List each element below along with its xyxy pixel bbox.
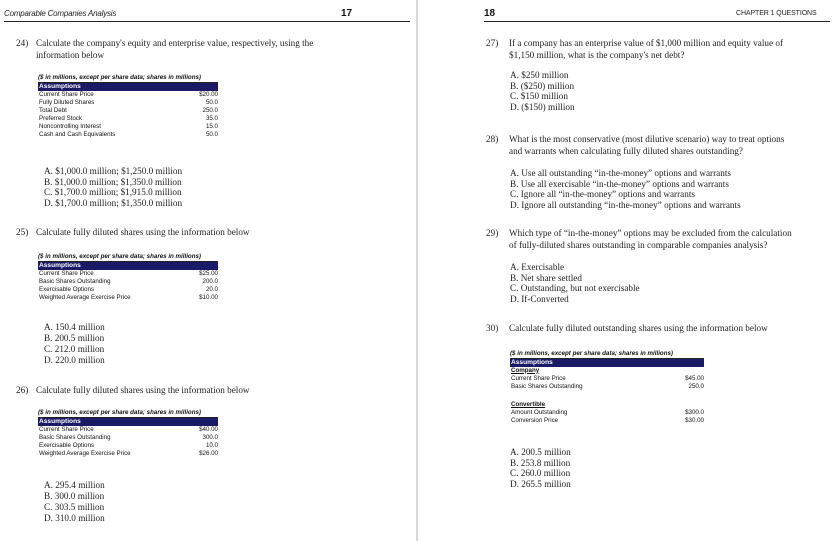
question-number: 28): [486, 134, 499, 144]
assumptions-table: [38, 409, 218, 458]
choice-c[interactable]: C. 212.0 million: [44, 344, 105, 354]
question-27: [486, 38, 831, 61]
table-section-convertible: Convertible: [511, 400, 546, 408]
table-row: Fully Diluted Shares 50.0: [39, 98, 218, 106]
question-24: [16, 38, 396, 61]
answer-choices: [510, 447, 571, 489]
question-text: information below: [36, 49, 105, 60]
question-text: and warrants when calculating fully diluted shares outstanding?: [509, 145, 743, 156]
choice-d[interactable]: D. 220.0 million: [44, 355, 105, 365]
choice-a[interactable]: A. $250 million: [510, 70, 569, 80]
question-30: [486, 323, 831, 335]
choice-d[interactable]: D. If-Converted: [510, 293, 569, 304]
answer-choices: [44, 480, 105, 524]
answer-choices: [510, 168, 741, 210]
choice-d[interactable]: D. 310.0 million: [44, 513, 105, 523]
choice-b[interactable]: B. ($250) million: [510, 80, 575, 91]
assumptions-table: [38, 253, 218, 302]
table-row: Noncontrolling Interest 15.0: [39, 122, 218, 130]
choice-d[interactable]: D. $1,700.0 million; $1,350.0 million: [44, 197, 183, 208]
table-row: Current Share Price $40.00: [39, 425, 218, 433]
question-text: of fully-diluted shares outstanding in comparable companies analysis?: [509, 239, 768, 250]
question-text: If a company has an enterprise value of $1,000 million and equity value of: [509, 38, 784, 48]
table-note: ($ in millions, except per share data; shares in millions): [38, 409, 218, 418]
right-page-header: [418, 0, 834, 26]
choice-b[interactable]: B. 253.8 million: [510, 457, 571, 468]
question-text: Calculate the company's equity and enterprise value, respectively, using the: [36, 38, 314, 48]
table-row: Cash and Cash Equivalents 50.0: [39, 130, 218, 138]
choice-c[interactable]: C. Outstanding, but not exercisable: [510, 283, 640, 293]
table-section-company: Company: [511, 366, 540, 374]
table-row: Basic Shares Outstanding 200.0: [39, 277, 218, 285]
question-29: [486, 228, 831, 251]
choice-a[interactable]: A. 150.4 million: [44, 322, 105, 332]
header-rule: [4, 21, 410, 22]
choice-b[interactable]: B. 200.5 million: [44, 333, 105, 343]
question-26: [16, 385, 396, 397]
page-number-left: 17: [341, 8, 353, 19]
table-row: Weighted Average Exercise Price $10.00: [39, 293, 218, 301]
table-row: Current Share Price $25.00: [39, 269, 218, 277]
right-page: [418, 0, 834, 541]
choice-a[interactable]: A. 200.5 million: [510, 447, 571, 457]
choice-a[interactable]: A. Exercisable: [510, 262, 565, 272]
choice-c[interactable]: C. $1,700.0 million; $1,915.0 million: [44, 187, 182, 197]
choice-d[interactable]: D. 265.5 million: [510, 478, 571, 489]
table-row: Total Debt 250.0: [39, 106, 218, 114]
table-row: Current Share Price $20.00: [39, 90, 218, 98]
choice-c[interactable]: C. $150 million: [510, 91, 568, 101]
table-header-band: Assumptions: [510, 359, 704, 367]
question-25: [16, 227, 396, 239]
choice-b[interactable]: B. $1,000.0 million; $1,350.0 million: [44, 176, 182, 187]
table-header-band: Assumptions: [38, 418, 218, 426]
question-number: 27): [486, 38, 499, 48]
question-text: Calculate fully diluted shares using the information below: [36, 385, 250, 395]
question-number: 24): [16, 38, 29, 48]
left-page-header: [0, 0, 416, 26]
table-row: Current Share Price $45.00: [511, 374, 704, 382]
assumptions-table: [510, 350, 704, 425]
question-28: [486, 134, 831, 157]
table-header-band: Assumptions: [38, 83, 218, 91]
question-number: 25): [16, 227, 29, 237]
choice-a[interactable]: A. 295.4 million: [44, 480, 105, 490]
table-row: Exercisable Options 10.0: [39, 441, 218, 449]
choice-a[interactable]: A. $1,000.0 million; $1,250.0 million: [44, 166, 183, 176]
choice-b[interactable]: B. Net share settled: [510, 272, 582, 283]
choice-b[interactable]: B. 300.0 million: [44, 491, 105, 501]
table-header-band: Assumptions: [38, 262, 218, 270]
answer-choices: [510, 70, 575, 112]
table-note: ($ in millions, except per share data; shares in millions): [510, 350, 704, 359]
page-number-right: 18: [484, 8, 496, 19]
table-note: ($ in millions, except per share data; shares in millions): [38, 74, 218, 83]
choice-c[interactable]: C. 260.0 million: [510, 468, 571, 478]
choice-b[interactable]: B. Use all exercisable “in-the-money” options and warrants: [510, 178, 729, 189]
question-number: 29): [486, 228, 499, 238]
choice-a[interactable]: A. Use all outstanding “in-the-money” options and warrants: [510, 168, 731, 178]
table-row: Basic Shares Outstanding 250.0: [511, 382, 704, 390]
question-text: Calculate fully diluted outstanding shares using the information below: [509, 323, 768, 333]
table-row: Exercisable Options 20.0: [39, 285, 218, 293]
question-text: Calculate fully diluted shares using the information below: [36, 227, 250, 237]
table-row: Conversion Price $30.00: [511, 416, 704, 424]
question-number: 26): [16, 385, 29, 395]
table-row: Weighted Average Exercise Price $26.00: [39, 449, 218, 457]
left-page: [0, 0, 416, 541]
answer-choices: [44, 166, 182, 208]
table-note: ($ in millions, except per share data; shares in millions): [38, 253, 218, 262]
chapter-title: CHAPTER 1 QUESTIONS: [736, 10, 817, 17]
answer-choices: [44, 322, 105, 366]
table-row: Amount Outstanding $300.0: [511, 408, 704, 416]
answer-choices: [510, 262, 640, 304]
choice-d[interactable]: D. Ignore all outstanding “in-the-money” options and warrants: [510, 199, 741, 210]
question-number: 30): [486, 323, 499, 333]
choice-d[interactable]: D. ($150) million: [510, 101, 575, 112]
choice-c[interactable]: C. Ignore all “in-the-money” options and warrants: [510, 189, 695, 199]
header-rule: [484, 21, 830, 22]
choice-c[interactable]: C. 303.5 million: [44, 502, 105, 512]
assumptions-table: [38, 74, 218, 139]
table-row: Preferred Stock 35.0: [39, 114, 218, 122]
running-title: Comparable Companies Analysis: [4, 9, 117, 18]
question-text: What is the most conservative (most dilutive scenario) way to treat options: [509, 134, 785, 144]
table-spacer: [510, 391, 704, 401]
question-text: $1,150 million, what is the company's net debt?: [509, 49, 685, 60]
table-row: Basic Shares Outstanding 300.0: [39, 433, 218, 441]
question-text: Which type of “in-the-money” options may be excluded from the calculation: [509, 228, 792, 238]
